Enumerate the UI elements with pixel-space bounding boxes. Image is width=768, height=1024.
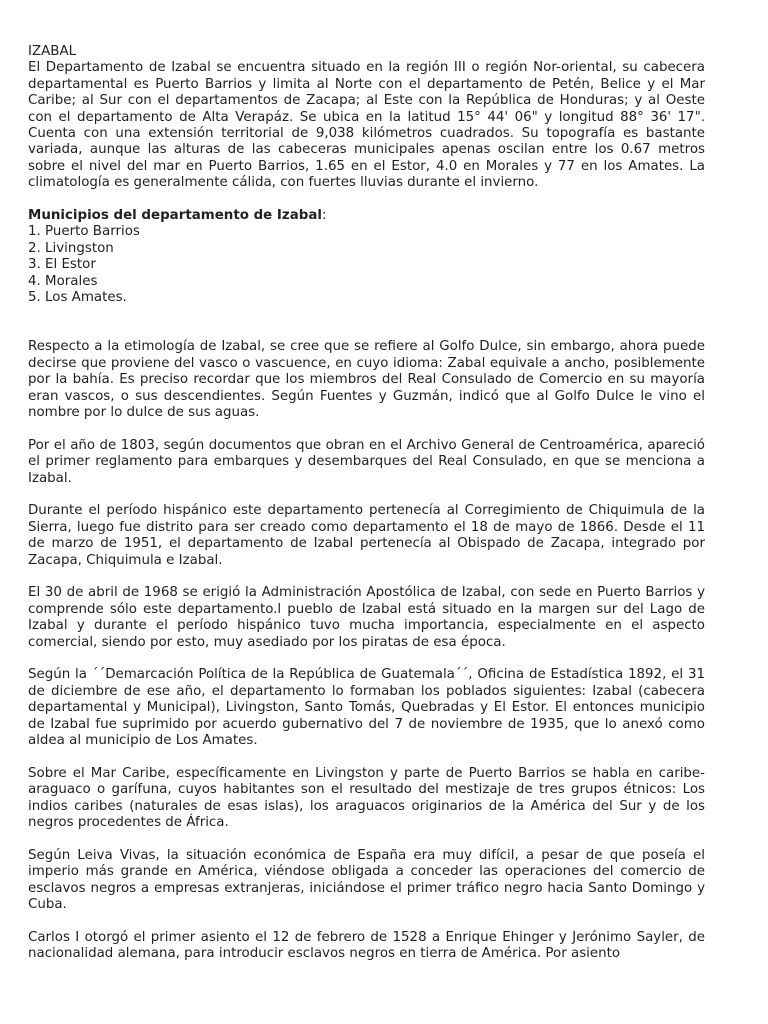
municipios-heading bbox=[28, 208, 705, 224]
municipios-heading-text: Municipios del departamento de Izabal bbox=[28, 208, 322, 224]
spacer bbox=[28, 421, 705, 437]
spacer bbox=[28, 306, 705, 339]
apostolic-administration-paragraph: El 30 de abril de 1968 se erigió la Administración Apostólica de Izabal, con sede en Puerto Barrios y comprende sólo este departamento.l pueblo de Izabal está situado en la margen sur del Lago de Izabal y durante el período hispánico tuvo mucha importancia, especialmente en el aspecto comercial, siendo por esto, muy asediado por los piratas de esa época. bbox=[28, 585, 705, 650]
history-1803-paragraph: Por el año de 1803, según documentos que obran en el Archivo General de Centroamérica, apareció el primer reglamento para embarques y desembarques del Real Consulado, en que se menciona a Izabal. bbox=[28, 437, 705, 486]
spacer bbox=[28, 569, 705, 585]
list-item: 4. Morales bbox=[28, 273, 98, 289]
demarcation-paragraph: Según la ´´Demarcación Política de la República de Guatemala´´, Oficina de Estadística 1892, el 31 de diciembre de ese año, el departamento lo formaban los poblados siguientes: Izabal (cabecera departamental y Municipal), Livingston, Santo Tomás, Quebradas y El Estor. El entonces municipio de Izabal fue suprimido por acuerdo gubernativo del 7 de noviembre de 1935, que lo anexó como aldea al municipio de Los Amates. bbox=[28, 667, 705, 748]
etymology-paragraph: Respecto a la etimología de Izabal, se cree que se refiere al Golfo Dulce, sin embargo, ahora puede decirse que proviene del vasco o vascuence, en cuyo idioma: Zabal equivale a ancho, posiblemente por la bahía. Es preciso recordar que los miembros del Real Consulado de Comercio en su mayoría eran vascos, o sus descendientes. Según Fuentes y Guzmán, indicó que al Golfo Dulce le vino el nombre por lo dulce de sus aguas. bbox=[28, 339, 705, 420]
caribbean-paragraph: Sobre el Mar Caribe, específicamente en Livingston y parte de Puerto Barrios se habla en caribe-araguaco o garífuna, cuyos habitantes son el resultado del mestizaje de tres grupos étnicos: Los indios caribes (naturales de esas islas), los araguacos originarios de la América del Sur y de los negros procedentes de África. bbox=[28, 765, 705, 830]
spacer bbox=[28, 913, 705, 929]
carlos-i-paragraph: Carlos I otorgó el primer asiento el 12 de febrero de 1528 a Enrique Ehinger y Jerónimo Sayler, de nacionalidad alemana, para introducir esclavos negros en tierra de América. Por asiento bbox=[28, 929, 705, 962]
hispanic-period-paragraph: Durante el período hispánico este departamento pertenecía al Corregimiento de Chiquimula de la Sierra, luego fue distrito para ser creado como departamento el 18 de mayo de 1866. Desde el 11 de marzo de 1951, el departamento de Izabal pertenecía al Obispado de Zacapa, integrado por Zacapa, Chiquimula e Izabal. bbox=[28, 503, 705, 568]
spacer bbox=[28, 831, 705, 847]
spacer bbox=[28, 487, 705, 503]
municipios-list bbox=[28, 224, 705, 306]
document-page bbox=[28, 44, 705, 963]
list-item: 2. Livingston bbox=[28, 240, 114, 256]
list-item: 3. El Estor bbox=[28, 257, 96, 273]
intro-paragraph: El Departamento de Izabal se encuentra situado en la región III o región Nor-oriental, su cabecera departamental es Puerto Barrios y limita al Norte con el departamento de Petén, Belice y el Mar Caribe; al Sur con el departamentos de Zacapa; al Este con la República de Honduras; y al Oeste con el departamento de Alta Verapáz. Se ubica en la latitud 15° 44' 06" y longitud 88° 36' 17". Cuenta con una extensión territorial de 9,038 kilómetros cuadrados. Su topografía es bastante variada, aunque las alturas de las cabeceras municipales apenas oscilan entre los 0.67 metros sobre el nivel del mar en Puerto Barrios, 1.65 en el Estor, 4.0 en Morales y 77 en los Amates. La climatología es generalmente cálida, con fuertes lluvias durante el invierno. bbox=[28, 60, 705, 191]
municipios-heading-colon: : bbox=[321, 208, 327, 224]
spacer bbox=[28, 192, 705, 208]
list-item: 1. Puerto Barrios bbox=[28, 224, 140, 240]
spacer bbox=[28, 749, 705, 765]
spacer bbox=[28, 651, 705, 667]
list-item: 5. Los Amates. bbox=[28, 290, 127, 306]
document-title: IZABAL bbox=[28, 44, 77, 59]
leiva-vivas-paragraph: Según Leiva Vivas, la situación económica de España era muy difícil, a pesar de que poseía el imperio más grande en América, viéndose obligada a conceder las operaciones del comercio de esclavos negros a empresas extranjeras, iniciándose el primer tráfico negro hacia Santo Domingo y Cuba. bbox=[28, 847, 705, 912]
